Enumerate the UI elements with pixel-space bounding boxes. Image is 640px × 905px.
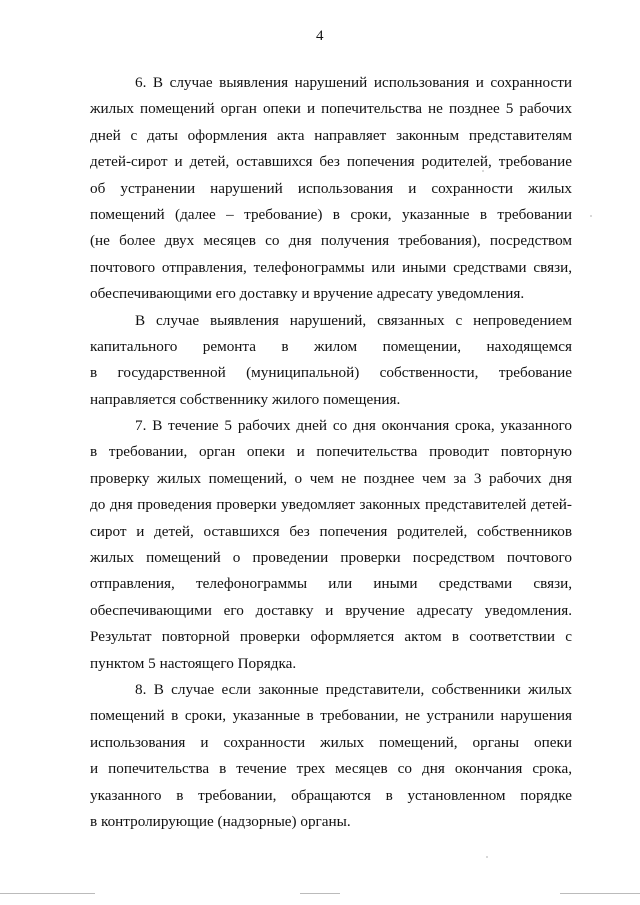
text-line: 7. В течение 5 рабочих дней со дня окончания срока, указанного — [135, 417, 572, 435]
text-line: жилых помещений орган опеки и попечительства не позднее 5 рабочих — [90, 100, 572, 118]
text-line: в государственной (муниципальной) собственности, требование — [90, 364, 572, 382]
scan-speck — [590, 215, 592, 217]
text-line: Результат повторной проверки оформляется актом в соответствии с — [90, 628, 572, 646]
paragraph-6 — [90, 70, 572, 308]
text-line: и попечительства в течение трех месяцев со дня окончания срока, — [90, 760, 572, 778]
text-line: проверку жилых помещений, о чем не позднее чем за 3 рабочих дня — [90, 469, 572, 487]
scan-speck — [486, 856, 488, 858]
paragraph-7 — [90, 413, 572, 677]
text-line: пунктом 5 настоящего Порядка. — [90, 654, 297, 672]
text-line: (не более двух месяцев со дня получения требования), посредством — [90, 232, 572, 250]
text-line: дней с даты оформления акта направляет законным представителям — [90, 126, 572, 144]
scan-speck — [482, 170, 484, 172]
text-line: в контролирующие (надзорные) органы. — [90, 812, 351, 830]
text-line: детей-сирот и детей, оставшихся без попечения родителей, требование — [90, 153, 572, 171]
document-body — [90, 70, 572, 835]
paragraph-capital-repair — [90, 308, 572, 414]
scan-artifacts — [0, 893, 640, 897]
text-line: жилых помещений о проведении проверки посредством почтового — [90, 549, 572, 567]
text-line: направляется собственнику жилого помещения. — [90, 390, 401, 408]
text-line: помещений в сроки, указанные в требовании, не устранили нарушения — [90, 707, 572, 725]
text-line: почтового отправления, телефонограммы или иными средствами связи, — [90, 258, 572, 276]
text-line: об устранении нарушений использования и сохранности жилых — [90, 179, 572, 197]
text-line: использования и сохранности жилых помещений, органы опеки — [90, 733, 572, 751]
text-line: 6. В случае выявления нарушений использования и сохранности — [135, 74, 572, 91]
text-line: обеспечивающими его доставку и вручение адресату уведомления. — [90, 285, 525, 303]
text-line: обеспечивающими его доставку и вручение адресату уведомления. — [90, 601, 572, 619]
text-line: В случае выявления нарушений, связанных с непроведением — [135, 311, 572, 329]
text-line: сирот и детей, оставшихся без попечения родителей, собственников — [90, 522, 572, 540]
text-line: помещений (далее – требование) в сроки, указанные в требовании — [90, 205, 572, 223]
text-line: 8. В случае если законные представители, собственники жилых — [135, 680, 572, 698]
page-number: 4 — [316, 28, 324, 44]
text-line: в требовании, орган опеки и попечительства проводит повторную — [90, 443, 572, 461]
text-line: отправления, телефонограммы или иными средствами связи, — [90, 575, 572, 593]
text-line: до дня проведения проверки уведомляет законных представителей детей- — [90, 496, 572, 514]
text-line: капитального ремонта в жилом помещении, находящемся — [90, 337, 572, 355]
paragraph-8 — [90, 677, 572, 835]
text-line: указанного в требовании, обращаются в установленном порядке — [90, 786, 572, 804]
